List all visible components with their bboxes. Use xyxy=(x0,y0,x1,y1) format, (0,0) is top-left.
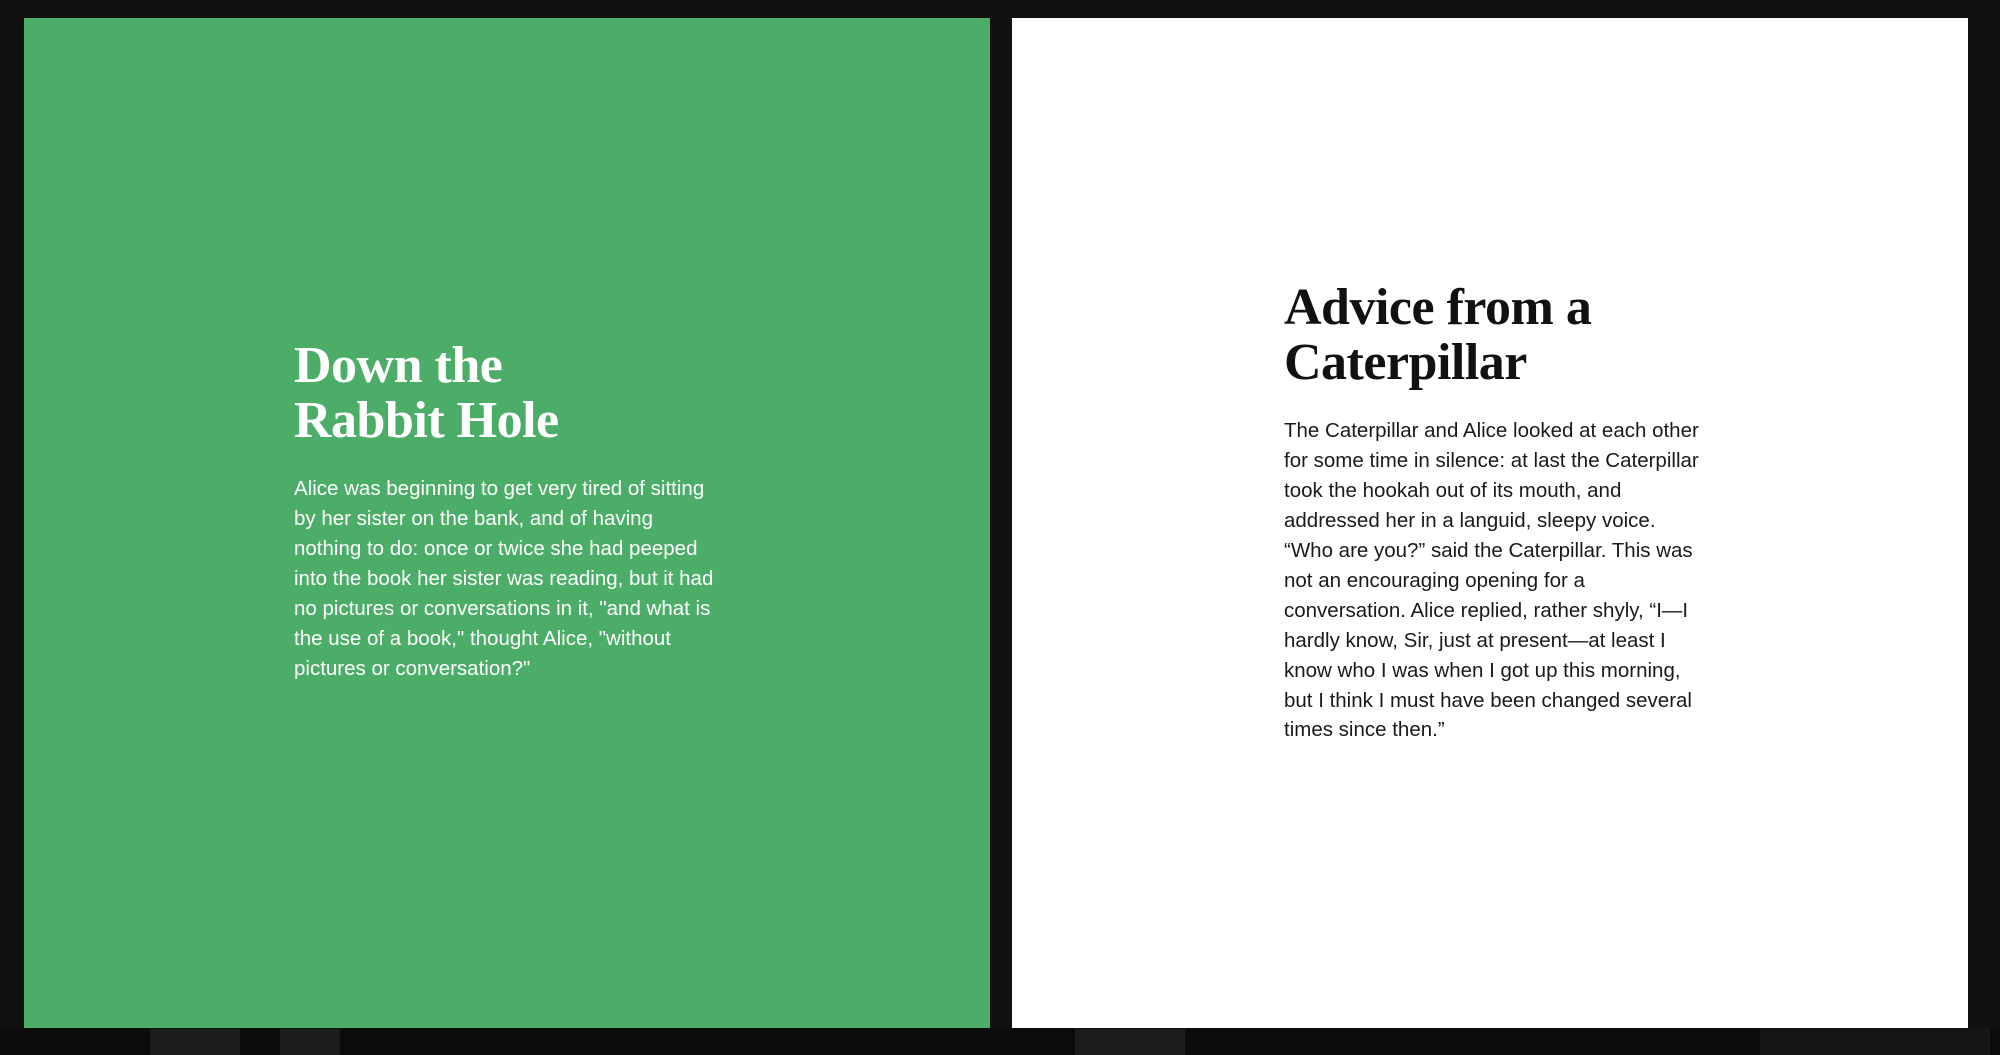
page-right-body: The Caterpillar and Alice looked at each other for some time in silence: at last the Caterpillar took the hookah out of its mouth, and addressed her in a languid, sleepy voice. “Who are you?” said the Caterpillar. This was not an encouraging opening for a conversation. Alice replied, rather shyly, “I—I hardly know, Sir, just at present—at least I know who I was when I got up this morning, but I think I must have been changed several times since then.” xyxy=(1284,419,1699,742)
taskbar-item-2[interactable] xyxy=(280,1029,340,1055)
page-right-content xyxy=(1284,280,1714,745)
taskbar-tray[interactable] xyxy=(1760,1029,1990,1055)
taskbar-item-3[interactable] xyxy=(1075,1029,1185,1055)
page-left[interactable] xyxy=(24,18,990,1028)
taskbar[interactable] xyxy=(0,1029,2000,1055)
page-left-body: Alice was beginning to get very tired of sitting by her sister on the bank, and of having nothing to do: once or twice she had peeped into the book her sister was reading, but it had no pictures or conversations in it, "and what is the use of a book," thought Alice, "without pictures or conversation?" xyxy=(294,477,714,680)
page-left-title: Down the Rabbit Hole xyxy=(294,337,559,450)
page-right[interactable] xyxy=(1012,18,1968,1028)
page-left-content xyxy=(294,338,724,684)
taskbar-item-1[interactable] xyxy=(150,1029,240,1055)
document-spread xyxy=(24,18,1968,1028)
page-right-title: Advice from a Caterpillar xyxy=(1284,279,1592,392)
